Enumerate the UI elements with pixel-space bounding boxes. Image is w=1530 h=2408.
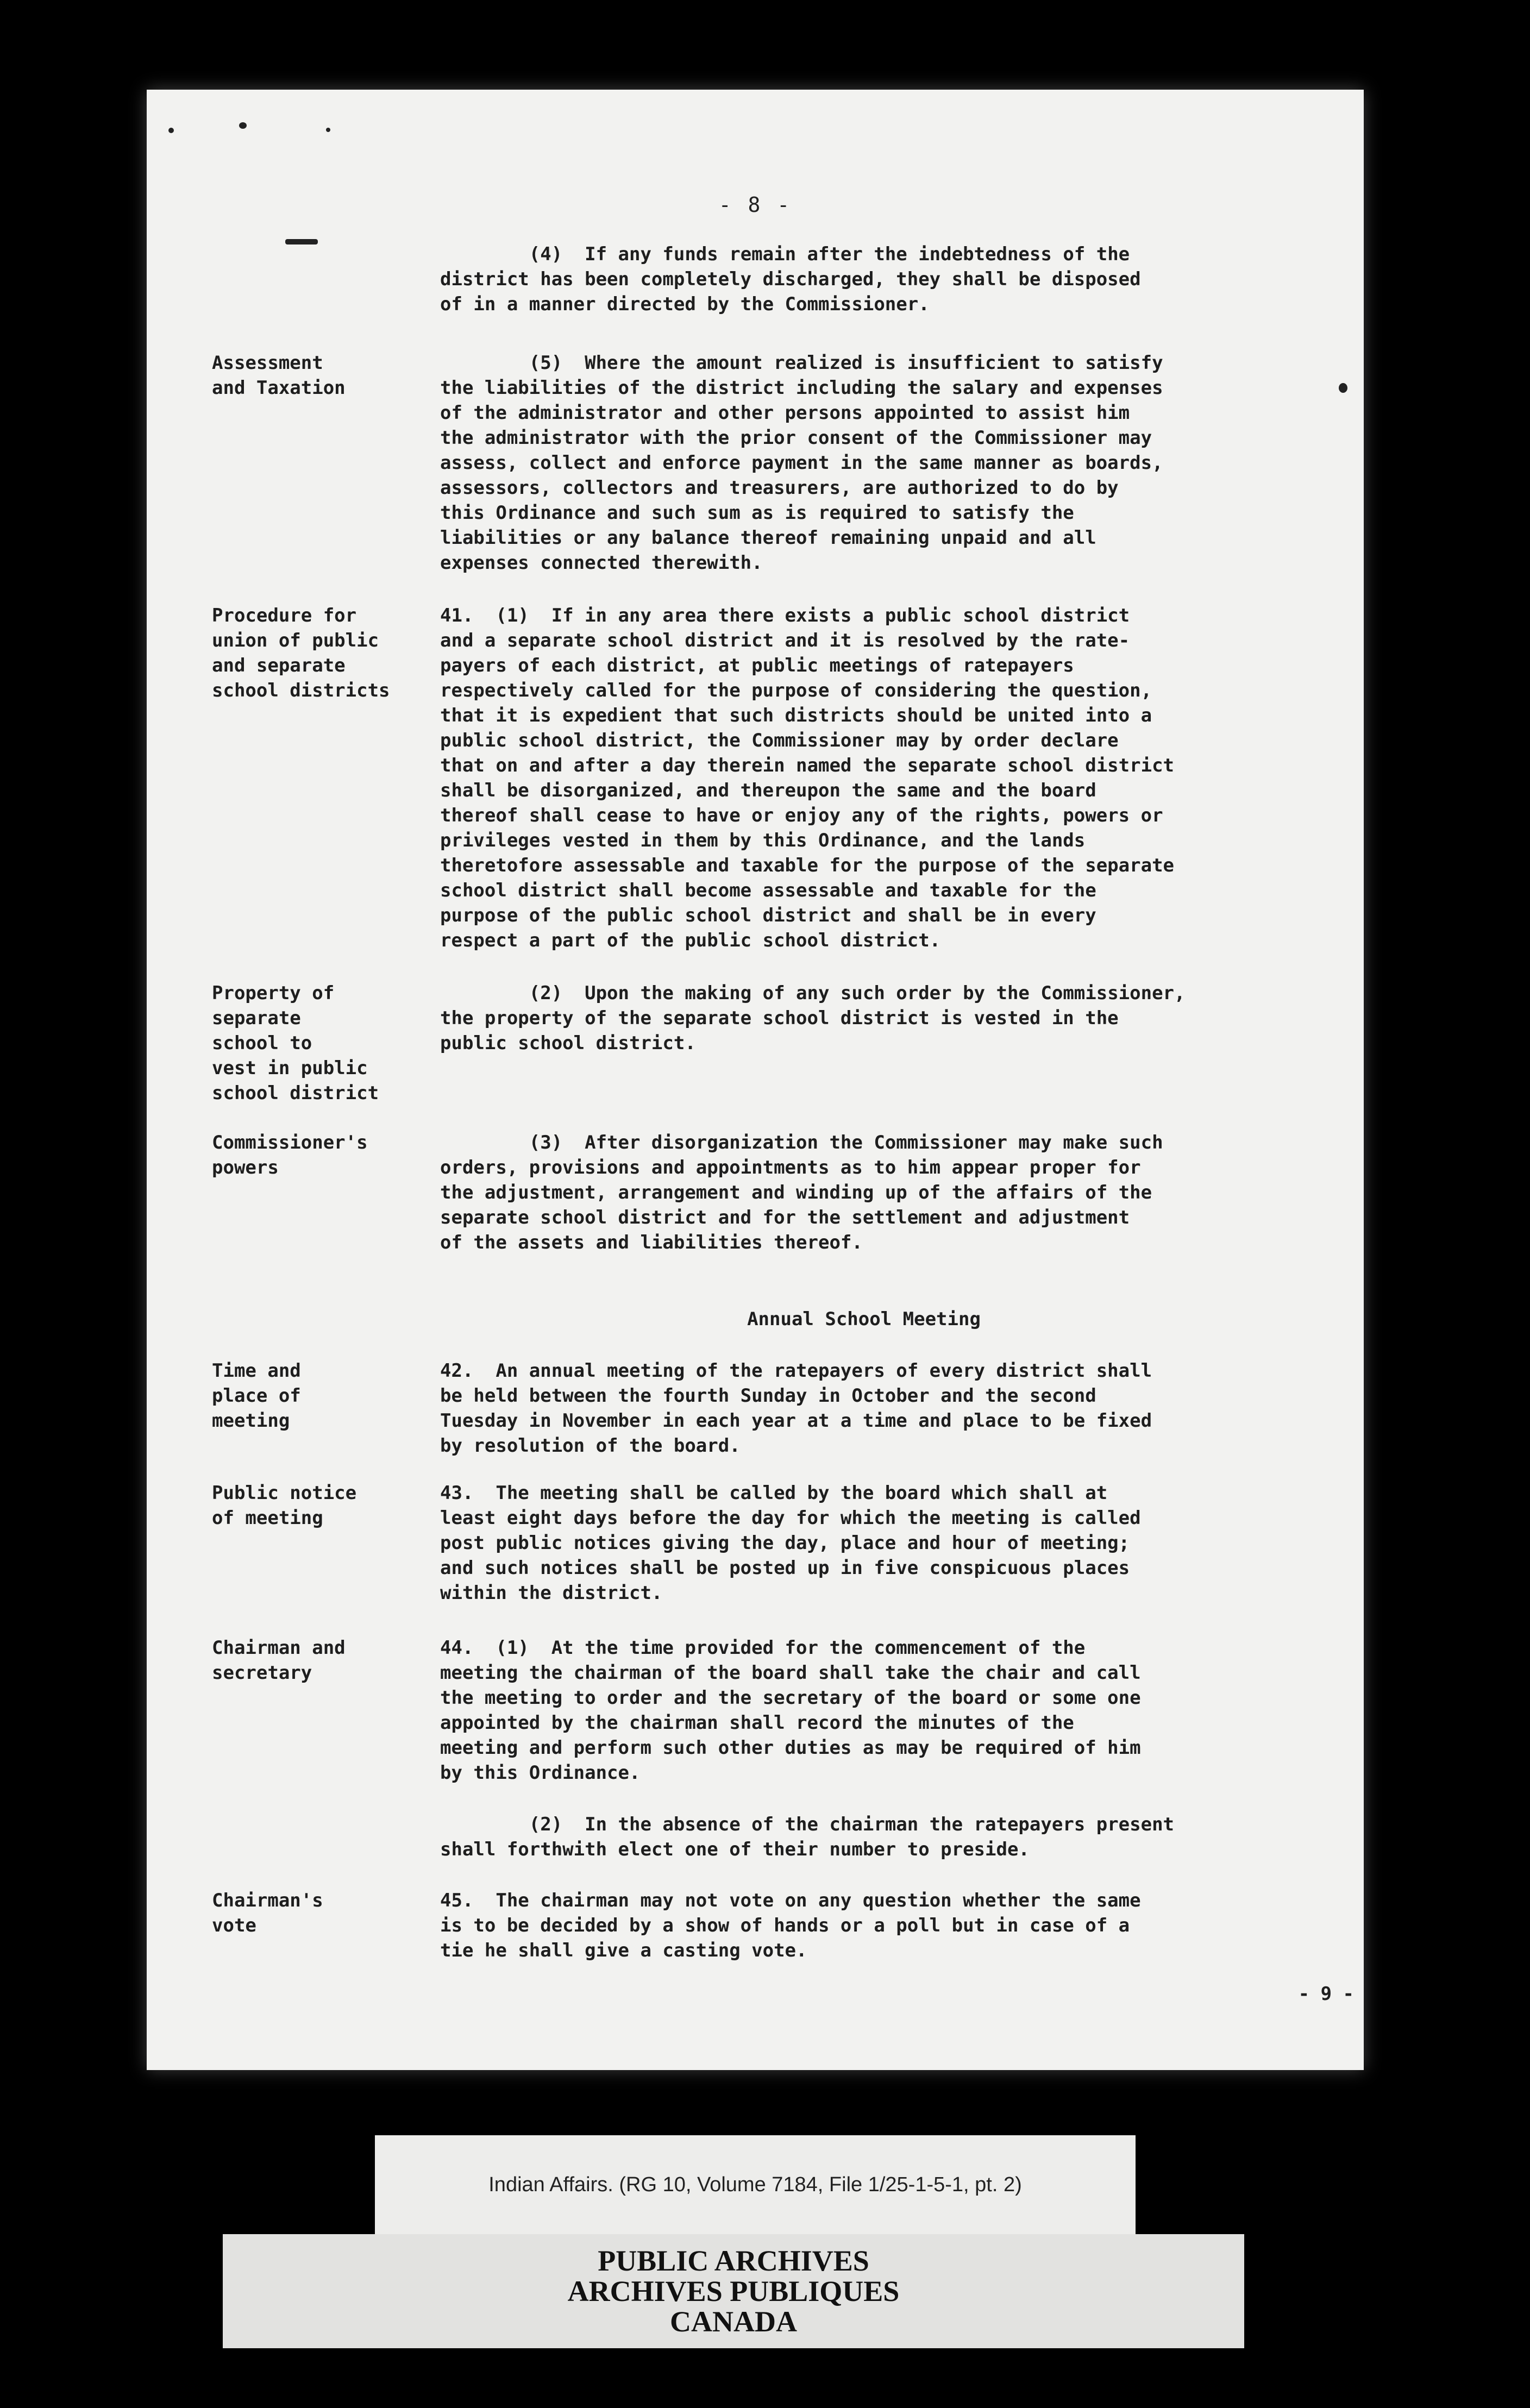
margin-note-chairman-secretary: Chairman and secretary: [212, 1637, 346, 1684]
archive-reference-label: [375, 2135, 1136, 2244]
scan-speck: [168, 128, 174, 133]
paragraph-5: (5) Where the amount realized is insufficient to satisfy the liabilities of the district including the salary and expenses of the administrator and other persons appointed to assist him the administrator with the prior consent of the Commissioner may assess, collect and enforce payment in the same manner as boards, assessors, collectors and treasurers, are authorized to do by this Ordinance and such sum as is required to satisfy the liabilities or any balance thereof remaining unpaid and all expenses connected therewith.: [440, 352, 1163, 574]
paragraph-41-1: 41. (1) If in any area there exists a public school district and a separate school district and it is resolved by the rate- payers of each district, at public meetings of ratepayers respectively called for the purpose of considering the question, that it is expedient that such districts should be united into a public school district, the Commissioner may by order declare that on and after a day therein named the separate school district shall be disorganized, and thereupon the same and the board thereof shall cease to have or enjoy any of the rights, powers or privileges vested in them by this Ordinance, and the lands theretofore assessable and taxable for the purpose of the separate school district shall become assessable and taxable for the purpose of the public school district and shall be in every respect a part of the public school district.: [440, 605, 1175, 951]
paragraph-44-2: (2) In the absence of the chairman the ratepayers present shall forthwith elect one of their number to preside.: [440, 1814, 1175, 1860]
section-heading: Annual School Meeting: [747, 1308, 981, 1330]
paragraph-4: (4) If any funds remain after the indebtedness of the district has been completely discharged, they shall be disposed of in a manner directed by the Commissioner.: [440, 243, 1141, 315]
paragraph-44-1: 44. (1) At the time provided for the commencement of the meeting the chairman of the board shall take the chair and call the meeting to order and the secretary of the board or some one appointed by the chairman shall record the minutes of the meeting and perform such other duties as may be required of him by this Ordinance.: [440, 1637, 1141, 1784]
paragraph-41-3: (3) After disorganization the Commissioner may make such orders, provisions and appointments as to him appear proper for the adjustment, arrangement and winding up of the affairs of the separate school district and for the settlement and adjustment of the assets and liabilities thereof.: [440, 1132, 1163, 1253]
archive-stamp-line: PUBLIC ARCHIVES: [598, 2244, 869, 2277]
margin-note-time-place: Time and place of meeting: [212, 1360, 301, 1432]
archive-stamp-line: ARCHIVES PUBLIQUES: [567, 2275, 900, 2307]
margin-note-commissioner-powers: Commissioner's powers: [212, 1132, 368, 1178]
paragraph-45: 45. The chairman may not vote on any question whether the same is to be decided by a show of hands or a poll but in case of a tie he shall give a casting vote.: [440, 1890, 1141, 1961]
document-page: [147, 90, 1364, 2070]
paragraph-43: 43. The meeting shall be called by the board which shall at least eight days before the day for which the meeting is called post public notices giving the day, place and hour of meeting; and such notices shall be posted up in five conspicuous places within the district.: [440, 1482, 1141, 1604]
scan-speck: [1339, 383, 1347, 393]
paragraph-41-2: (2) Upon the making of any such order by the Commissioner, the property of the separate school district is vested in the public school district.: [440, 982, 1186, 1054]
scan-speck: [326, 128, 330, 132]
margin-note-chairman-vote: Chairman's vote: [212, 1890, 323, 1936]
scan-speck: [285, 239, 318, 244]
paragraph-42: 42. An annual meeting of the ratepayers of every district shall be held between the fourth Sunday in October and the second Tuesday in November in each year at a time and place to be fixed by resolution of the board.: [440, 1360, 1152, 1457]
page-number: - 8 -: [718, 193, 792, 217]
margin-note-assessment: Assessment and Taxation: [212, 352, 346, 399]
margin-note-property: Property of separate school to vest in public school district: [212, 982, 379, 1104]
margin-note-procedure: Procedure for union of public and separate school districts: [212, 605, 390, 701]
scan-speck: [239, 122, 247, 129]
archive-stamp-line: CANADA: [670, 2305, 797, 2338]
margin-note-public-notice: Public notice of meeting: [212, 1482, 357, 1529]
next-page-marker: - 9 -: [1298, 1983, 1354, 2005]
archive-stamp: [223, 2234, 1244, 2348]
archive-reference-text: Indian Affairs. (RG 10, Volume 7184, File 1/25-1-5-1, pt. 2): [488, 2173, 1022, 2196]
